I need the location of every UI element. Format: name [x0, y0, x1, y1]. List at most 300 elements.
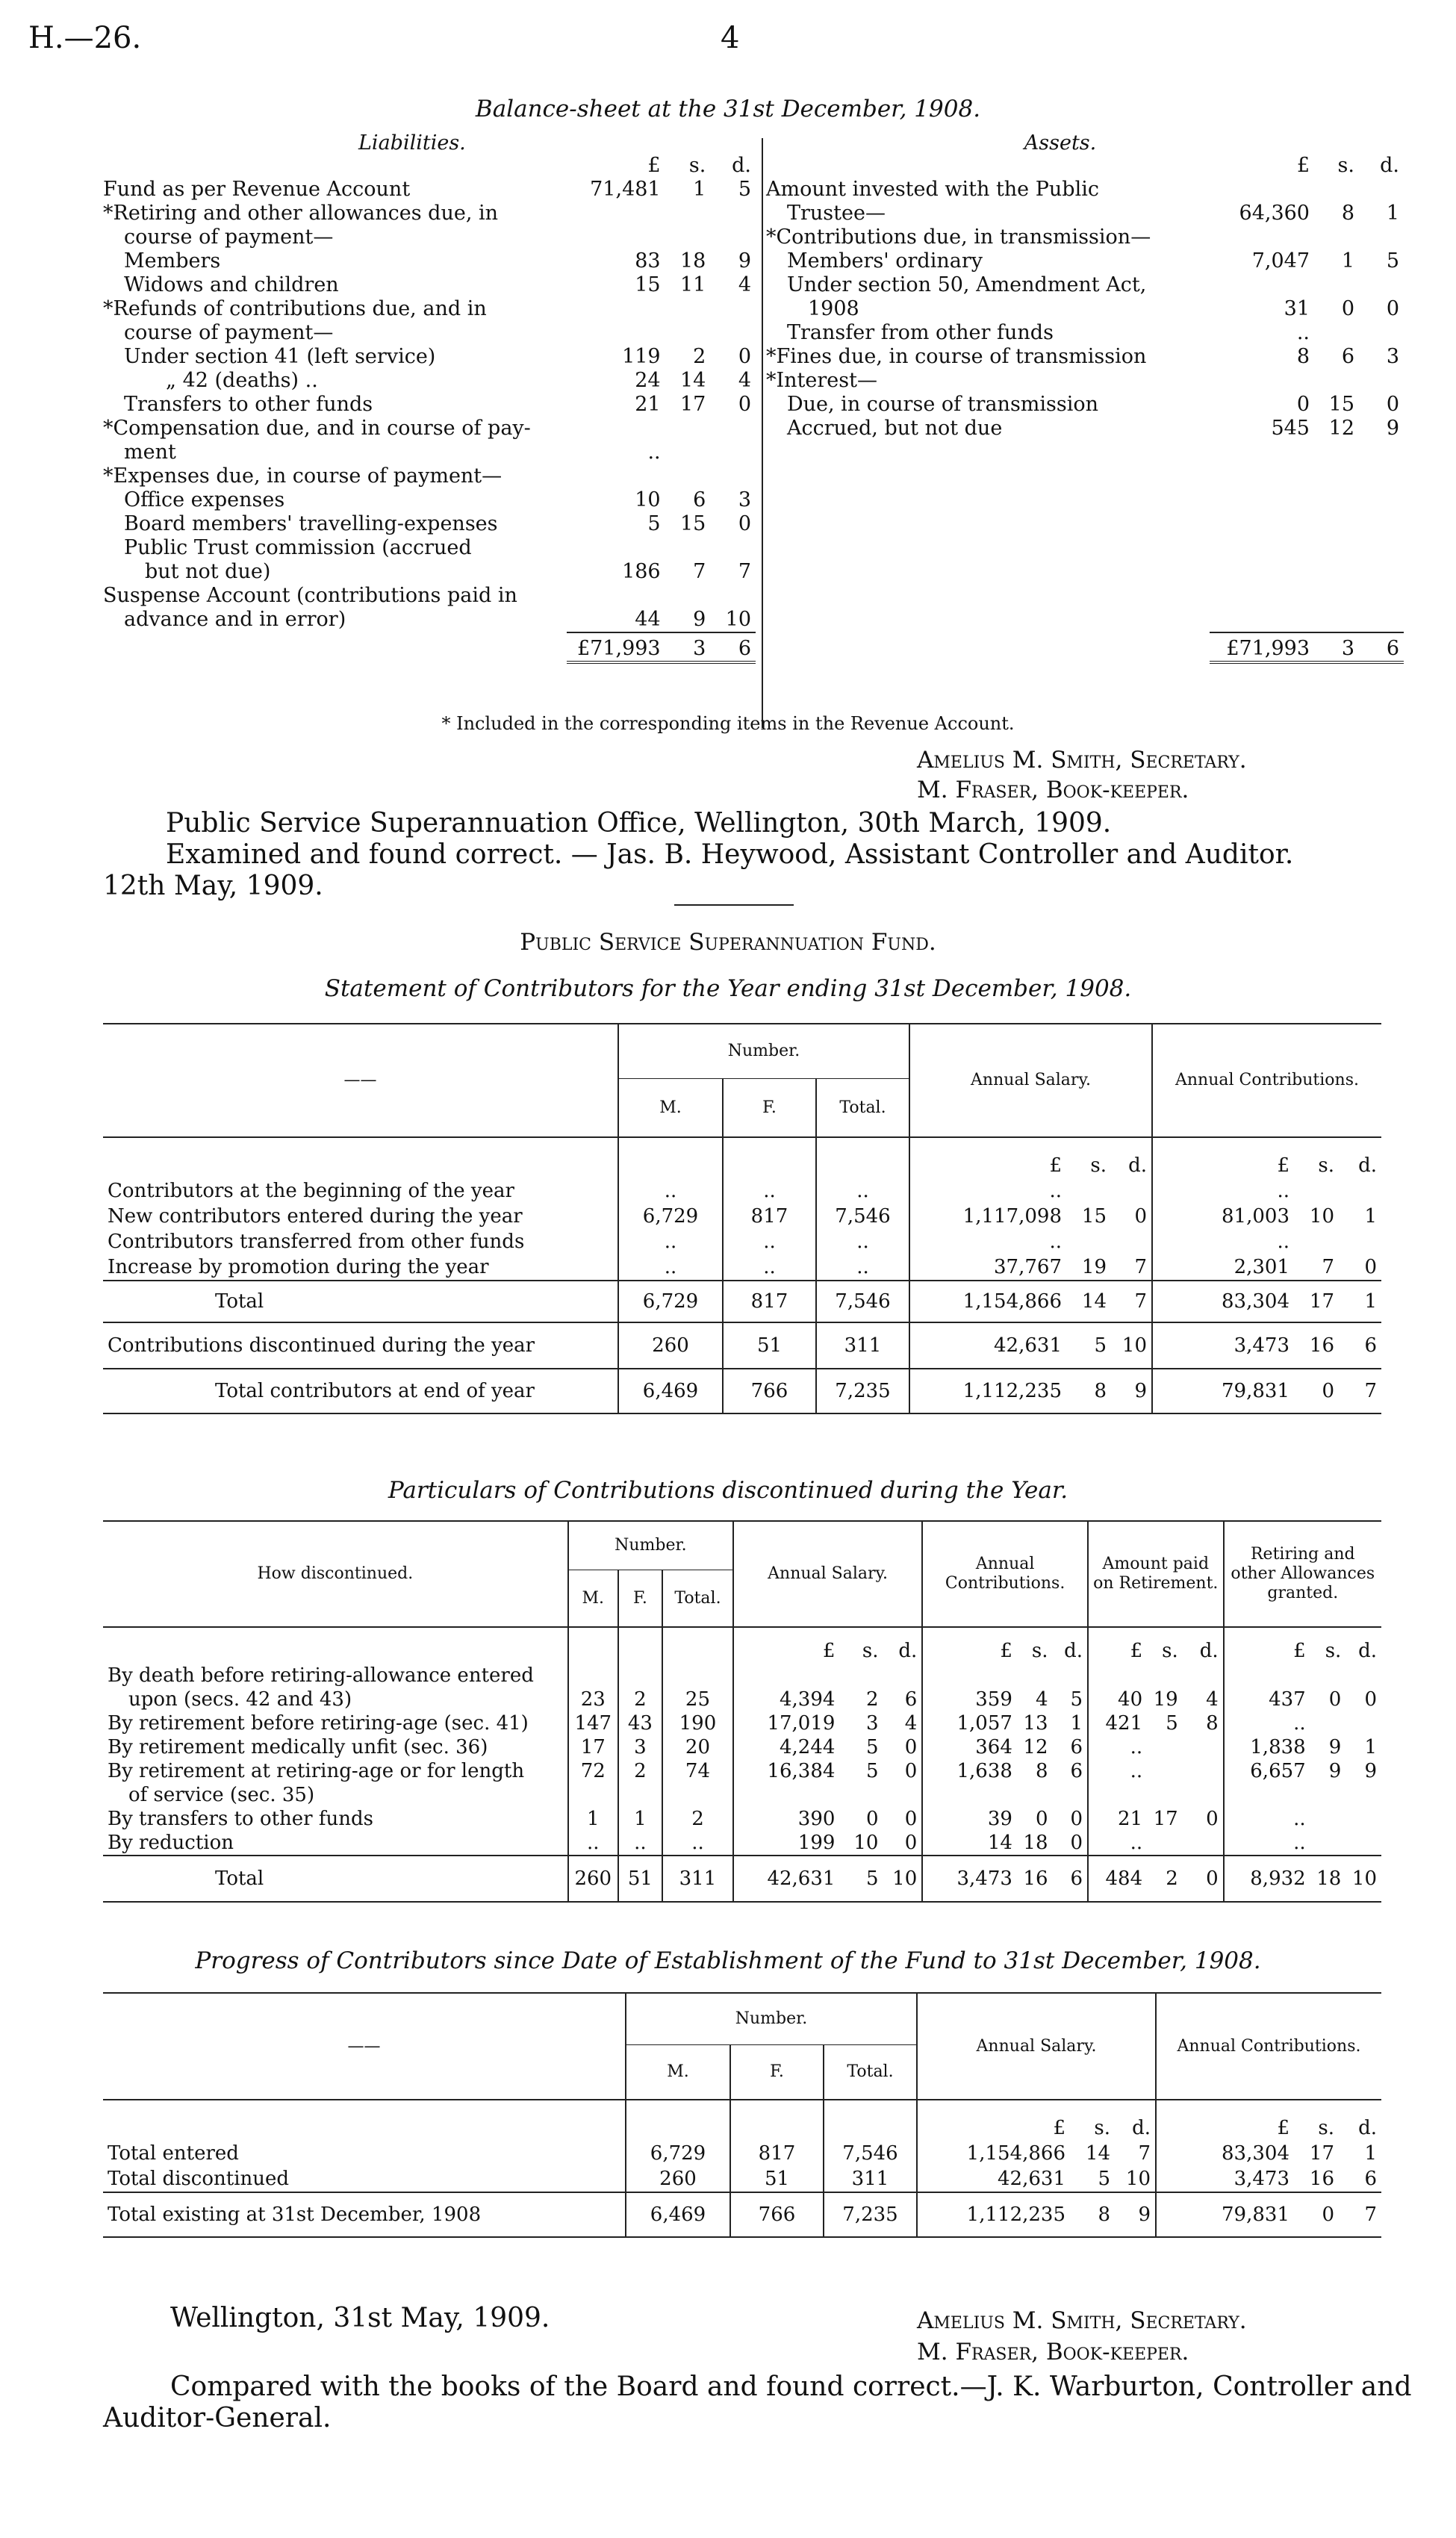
assets-table: [762, 154, 1404, 664]
statement-end-cd: 7: [1339, 1369, 1381, 1413]
liabilities-row-pence: [710, 441, 756, 464]
liabilities-unit-blank: [99, 154, 567, 178]
liabilities-row-label: Widows and children: [124, 273, 339, 296]
particulars-row-ad: [1345, 1831, 1381, 1856]
compared-line-2: Auditor-General.: [103, 2403, 332, 2433]
particulars-unit-pounds: £: [1224, 1627, 1310, 1664]
particulars-row-cs: 8: [1035, 1760, 1048, 1782]
statement-total-con: 83,304: [1152, 1281, 1294, 1322]
particulars-total-header: Total.: [662, 1570, 733, 1627]
statement-t: 7,546: [816, 1204, 909, 1229]
particulars-unit-pounds: £: [733, 1627, 839, 1664]
liabilities-total-blank: [99, 632, 567, 662]
statement-unit-shillings: s.: [1318, 1154, 1334, 1177]
page-number: 4: [721, 21, 740, 55]
statement-ss: [1066, 1178, 1111, 1204]
particulars-row-as: [1310, 1783, 1346, 1807]
particulars-row-al: ..: [1224, 1831, 1310, 1856]
particulars-row-sd: 0: [904, 1832, 918, 1854]
particulars-row: [103, 1783, 1381, 1807]
liabilities-row-shillings: [665, 536, 711, 560]
particulars-row-pdd: [1183, 1735, 1224, 1759]
liabilities-row-label: course of payment—: [124, 226, 334, 249]
liabilities-total-row: [99, 632, 756, 662]
progress-f: 51: [730, 2166, 824, 2192]
statement-row: [103, 1178, 1381, 1204]
progress-ss: 5: [1098, 2168, 1110, 2190]
liabilities-row-pounds: 71,481: [590, 178, 661, 201]
particulars-unit-shillings: s.: [1162, 1640, 1178, 1662]
liabilities-row: [99, 393, 756, 417]
assets-row-label: Under section 50, Amendment Act,: [787, 273, 1147, 296]
liabilities-row-shillings: [665, 321, 711, 345]
statement-end-con: 79,831: [1152, 1369, 1294, 1413]
particulars-row-f: ..: [618, 1831, 662, 1856]
assets-row-pence: [1359, 273, 1404, 297]
particulars-row-pdd: 4: [1206, 1688, 1219, 1711]
assets-total-pounds: £71,993: [1210, 632, 1314, 662]
assets-unit-blank: [762, 154, 1210, 178]
statement-unit-row: [103, 1137, 1381, 1178]
liabilities-row-shillings: 9: [693, 608, 706, 631]
progress-sd: 7: [1138, 2142, 1151, 2165]
progress-unit-pounds: £: [1156, 2100, 1294, 2141]
liabilities-row-pence: 5: [738, 178, 751, 201]
liabilities-row-label: *Retiring and other allowances due, in: [103, 202, 499, 225]
liabilities-row-pence: [710, 584, 756, 608]
statement-t: ..: [816, 1178, 909, 1204]
particulars-row-ad: 1: [1364, 1736, 1377, 1758]
particulars-total-row: [103, 1856, 1381, 1902]
assets-row-pounds: [1210, 226, 1314, 249]
assets-row-label: *Contributions due, in transmission—: [766, 226, 1151, 249]
particulars-row-as: [1310, 1711, 1346, 1735]
particulars-row-pdd: [1183, 1783, 1224, 1807]
statement-table: [103, 1023, 1381, 1414]
particulars-row-label: By retirement before retiring-age (sec. 41): [108, 1712, 529, 1735]
assets-row-label: Amount invested with the Public: [766, 178, 1099, 201]
liabilities-row-shillings: [665, 584, 711, 608]
assets-total-row: [762, 632, 1404, 662]
statement-label: Contributors at the beginning of the year: [108, 1180, 514, 1202]
statement-con: ..: [1152, 1229, 1294, 1254]
particulars-row-sd: 0: [904, 1736, 918, 1758]
particulars-contrib-header: Annual Contributions.: [922, 1521, 1088, 1627]
assets-total-pence: 6: [1359, 632, 1404, 662]
particulars-row-con: 364: [922, 1735, 1017, 1759]
assets-row-pounds: 64,360: [1239, 202, 1310, 225]
assets-unit-pence: d.: [1380, 154, 1399, 177]
liabilities-row-pounds: 44: [635, 608, 661, 631]
particulars-row-pdd: [1183, 1831, 1224, 1856]
liabilities-row-pounds: 21: [635, 393, 661, 416]
statement-discontinued-sal: 42,631: [909, 1322, 1066, 1369]
particulars-unit-pence: d.: [1064, 1640, 1083, 1662]
liabilities-row-pounds: [567, 226, 665, 249]
liabilities-row-shillings: [665, 226, 711, 249]
particulars-row-as: [1310, 1807, 1346, 1831]
progress-salary-header: Annual Salary.: [917, 1993, 1156, 2100]
liabilities-row-label: Members: [124, 249, 221, 273]
progress-unit-pence: d.: [1132, 2117, 1151, 2139]
progress-unit-shillings: s.: [1318, 2117, 1334, 2139]
particulars-row-pdd: [1183, 1759, 1224, 1783]
statement-total-f: 817: [723, 1281, 816, 1322]
statement-cs: [1294, 1178, 1339, 1204]
statement-label: New contributors entered during the year: [108, 1205, 523, 1228]
assets-row-shillings: [1314, 178, 1359, 202]
assets-row: [762, 226, 1404, 249]
particulars-row-ss: 5: [865, 1736, 879, 1758]
assets-spacer-row: [762, 488, 1404, 512]
progress-total-row: [103, 2192, 1381, 2237]
statement-salary-header: Annual Salary.: [909, 1024, 1152, 1137]
statement-m: ..: [618, 1178, 723, 1204]
statement-discontinued-cs: 16: [1294, 1322, 1339, 1369]
progress-f: 817: [730, 2141, 824, 2166]
statement-total-cs: 17: [1294, 1281, 1339, 1322]
particulars-row-sal: 4,244: [733, 1735, 839, 1759]
progress-total-sd: 9: [1115, 2192, 1156, 2237]
particulars-total-row-cs: 16: [1017, 1856, 1053, 1902]
closing-secretary: Amelius M. Smith, Secretary.: [917, 2307, 1247, 2334]
liabilities-row-pounds: [567, 202, 665, 226]
particulars-unit-blank: [103, 1627, 568, 1664]
particulars-row-label: By reduction: [108, 1832, 234, 1854]
liabilities-heading: Liabilities.: [358, 131, 466, 155]
liabilities-row-label: Public Trust commission (accrued: [124, 536, 472, 559]
liabilities-row-label: Under section 41 (left service): [124, 345, 436, 368]
progress-total-con: 79,831: [1156, 2192, 1294, 2237]
particulars-row-t: 2: [662, 1807, 733, 1831]
particulars-row-m: 1: [568, 1807, 618, 1831]
particulars-total-row-sal: 42,631: [733, 1856, 839, 1902]
assets-spacer-cell: [762, 560, 1404, 584]
liabilities-row-pence: [710, 536, 756, 560]
statement-contrib-header: Annual Contributions.: [1152, 1024, 1381, 1137]
progress-sal: 1,154,866: [917, 2141, 1070, 2166]
statement-total-label: Total: [103, 1281, 618, 1322]
statement-number-header: Number.: [618, 1024, 909, 1079]
particulars-row-sd: [883, 1783, 922, 1807]
statement-unit-empty: [816, 1137, 909, 1178]
particulars-row-ad: [1345, 1711, 1381, 1735]
liabilities-row-shillings: 15: [679, 512, 706, 535]
liabilities-row-pence: [710, 464, 756, 488]
liabilities-row-pounds: [567, 297, 665, 321]
particulars-total-row-pdd: 0: [1183, 1856, 1224, 1902]
assets-spacer-row: [762, 560, 1404, 584]
particulars-row-ad: [1345, 1783, 1381, 1807]
assets-spacer-row: [762, 512, 1404, 536]
particulars-row-ps: 19: [1153, 1688, 1178, 1711]
statement-total-ss: 14: [1066, 1281, 1111, 1322]
statement-discontinued-sd: 10: [1111, 1322, 1152, 1369]
office-line: Public Service Superannuation Office, Wellington, 30th March, 1909.: [166, 808, 1112, 839]
liabilities-total-pounds: £71,993: [567, 632, 665, 662]
statement-end-cs: 0: [1294, 1369, 1339, 1413]
particulars-row-cd: 5: [1070, 1688, 1083, 1711]
particulars-unit-shillings: s.: [862, 1640, 879, 1662]
particulars-row-pd: [1088, 1783, 1147, 1807]
liabilities-row-shillings: 1: [693, 178, 706, 201]
examined-date: 12th May, 1909.: [103, 871, 323, 901]
particulars-salary-header: Annual Salary.: [733, 1521, 922, 1627]
page-reference: H.—26.: [28, 21, 142, 55]
particulars-row-pd: 421: [1088, 1711, 1147, 1735]
liabilities-row-pence: 10: [725, 608, 751, 631]
particulars-row: [103, 1735, 1381, 1759]
statement-label: Increase by promotion during the year: [108, 1256, 489, 1278]
statement-m: 6,729: [618, 1204, 723, 1229]
assets-row-pounds: ..: [1296, 321, 1310, 344]
liabilities-row: [99, 202, 756, 226]
liabilities-row-pence: [710, 226, 756, 249]
particulars-row-al: ..: [1224, 1711, 1310, 1735]
liabilities-row-label: Transfers to other funds: [124, 393, 373, 416]
progress-row: [103, 2141, 1381, 2166]
assets-row-pence: 0: [1386, 393, 1399, 416]
particulars-total-row-as: 18: [1310, 1856, 1346, 1902]
particulars-row-pdd: 8: [1206, 1712, 1219, 1735]
particulars-row-f: [618, 1783, 662, 1807]
particulars-total-row-ad: 10: [1345, 1856, 1381, 1902]
statement-discontinued-t: 311: [816, 1322, 909, 1369]
assets-row-pounds: 7,047: [1251, 249, 1310, 273]
progress-f-header: F.: [730, 2045, 824, 2100]
particulars-total-row-ss: 5: [839, 1856, 883, 1902]
particulars-total-row-label: Total: [103, 1856, 568, 1902]
particulars-row-cd: [1053, 1783, 1088, 1807]
assets-row-pence: 3: [1386, 345, 1399, 368]
liabilities-row-pounds: 186: [622, 560, 661, 583]
particulars-total-row-al: 8,932: [1224, 1856, 1310, 1902]
compared-line: Compared with the books of the Board and found correct.—J. K. Warburton, Controller and: [170, 2371, 1412, 2402]
assets-row-shillings: [1314, 369, 1359, 393]
particulars-row-ss: 3: [865, 1712, 879, 1735]
assets-row: [762, 273, 1404, 297]
liabilities-row: [99, 369, 756, 393]
liabilities-unit-pence: d.: [732, 154, 751, 177]
statement-end-sd: 9: [1111, 1369, 1152, 1413]
statement-label: Contributors transferred from other funds: [108, 1231, 525, 1253]
assets-row: [762, 417, 1404, 441]
particulars-row-t: [662, 1783, 733, 1807]
statement-total-sal: 1,154,866: [909, 1281, 1066, 1322]
particulars-row-al: ..: [1224, 1807, 1310, 1831]
progress-title: Progress of Contributors since Date of Establishment of the Fund to 31st December, 1908.: [195, 1947, 1261, 1974]
liabilities-row: [99, 512, 756, 536]
liabilities-row-label: *Compensation due, and in course of pay-: [103, 417, 531, 440]
assets-row-shillings: 12: [1328, 417, 1354, 440]
assets-spacer-row: [762, 584, 1404, 608]
liabilities-row-label: Office expenses: [124, 488, 285, 511]
progress-blank-header: ——: [103, 1993, 626, 2100]
particulars-row-label: upon (secs. 42 and 43): [128, 1688, 352, 1711]
progress-m: 6,729: [626, 2141, 730, 2166]
statement-discontinued-ss: 5: [1066, 1322, 1111, 1369]
section-divider: [674, 904, 794, 906]
liabilities-row-shillings: 7: [693, 560, 706, 583]
statement-con: 81,003: [1152, 1204, 1294, 1229]
progress-m-header: M.: [626, 2045, 730, 2100]
particulars-row-pd: 40: [1088, 1688, 1147, 1711]
liabilities-row: [99, 417, 756, 441]
particulars-row-as: 9: [1328, 1760, 1342, 1782]
statement-con: ..: [1152, 1178, 1294, 1204]
particulars-row-ad: 0: [1364, 1688, 1377, 1711]
particulars-row-sal: 390: [733, 1807, 839, 1831]
particulars-row-pd: ..: [1088, 1831, 1147, 1856]
statement-f-header: F.: [723, 1079, 816, 1137]
particulars-table: [103, 1520, 1381, 1903]
examined-line: Examined and found correct. — Jas. B. Heywood, Assistant Controller and Auditor.: [166, 839, 1294, 870]
assets-row-pence: 1: [1386, 202, 1399, 225]
liabilities-row: [99, 178, 756, 202]
assets-row-pence: [1359, 321, 1404, 345]
particulars-unit-pence: d.: [1358, 1640, 1377, 1662]
liabilities-row-pounds: [567, 417, 665, 441]
assets-unit-pounds: £: [1296, 154, 1310, 177]
progress-contrib-header: Annual Contributions.: [1156, 1993, 1381, 2100]
closing-bookkeeper: M. Fraser, Book-keeper.: [917, 2339, 1189, 2366]
particulars-how-header: How discontinued.: [103, 1521, 568, 1627]
assets-row-label: Transfer from other funds: [787, 321, 1054, 344]
liabilities-row-pounds: 5: [647, 512, 661, 535]
progress-ss: 14: [1085, 2142, 1110, 2165]
particulars-row: [103, 1711, 1381, 1735]
statement-sd: 7: [1134, 1256, 1147, 1278]
assets-spacer-row: [762, 608, 1404, 632]
statement-ss: [1066, 1229, 1111, 1254]
assets-row-shillings: [1314, 273, 1359, 297]
assets-row-pounds: [1210, 369, 1314, 393]
particulars-row-con: 1,057: [922, 1711, 1017, 1735]
statement-m: ..: [618, 1254, 723, 1281]
progress-unit-empty: [824, 2100, 917, 2141]
progress-unit-row: [103, 2100, 1381, 2141]
liabilities-row: [99, 584, 756, 608]
liabilities-row: [99, 345, 756, 369]
balance-sheet-footnote: * Included in the corresponding items in the Revenue Account.: [441, 713, 1015, 734]
particulars-row-al: 437: [1224, 1688, 1310, 1711]
assets-row-label: Due, in course of transmission: [787, 393, 1099, 416]
liabilities-row-pence: [710, 297, 756, 321]
assets-row-label: 1908: [808, 297, 859, 320]
assets-row-pence: [1359, 369, 1404, 393]
liabilities-row-pence: 9: [738, 249, 751, 273]
particulars-row-cd: 6: [1070, 1760, 1083, 1782]
particulars-row-cs: 13: [1023, 1712, 1048, 1735]
particulars-row-t: 25: [662, 1688, 733, 1711]
liabilities-row-pounds: 83: [635, 249, 661, 273]
assets-spacer-row: [762, 464, 1404, 488]
assets-spacer-cell: [762, 584, 1404, 608]
statement-cd: [1339, 1229, 1381, 1254]
liabilities-row: [99, 273, 756, 297]
particulars-unit-pounds: £: [1088, 1627, 1147, 1664]
statement-total-sd: 7: [1111, 1281, 1152, 1322]
assets-row-pounds: 0: [1296, 393, 1310, 416]
particulars-unit-row: [103, 1627, 1381, 1664]
assets-total-blank: [762, 632, 1210, 662]
assets-row-shillings: 6: [1341, 345, 1354, 368]
particulars-row-sal: 199: [733, 1831, 839, 1856]
progress-unit-pounds: £: [917, 2100, 1070, 2141]
statement-end-m: 6,469: [618, 1369, 723, 1413]
liabilities-row-pounds: [567, 536, 665, 560]
progress-total-cs: 0: [1294, 2192, 1339, 2237]
particulars-row-cs: 12: [1023, 1736, 1048, 1758]
statement-sd: 0: [1134, 1205, 1147, 1228]
assets-spacer-row: [762, 441, 1404, 464]
assets-row: [762, 297, 1404, 321]
progress-total-sal: 1,112,235: [917, 2192, 1070, 2237]
liabilities-row: [99, 464, 756, 488]
progress-sd: 10: [1125, 2168, 1151, 2190]
particulars-row-cd: [1053, 1664, 1088, 1688]
liabilities-row-label: *Expenses due, in course of payment—: [103, 464, 503, 488]
statement-total-m: 6,729: [618, 1281, 723, 1322]
liabilities-row-pounds: 10: [635, 488, 661, 511]
particulars-row-label: By transfers to other funds: [108, 1808, 373, 1830]
particulars-row-sd: [883, 1664, 922, 1688]
liabilities-row-pence: [710, 417, 756, 441]
assets-row-shillings: 8: [1341, 202, 1354, 225]
particulars-number-header: Number.: [568, 1521, 733, 1570]
particulars-total-row-f: 51: [618, 1856, 662, 1902]
liabilities-row-pounds: [567, 584, 665, 608]
particulars-row-sd: 0: [904, 1808, 918, 1830]
liabilities-row-pounds: 119: [622, 345, 661, 368]
particulars-row-pd: ..: [1088, 1759, 1147, 1783]
liabilities-row: [99, 297, 756, 321]
statement-discontinued-con: 3,473: [1152, 1322, 1294, 1369]
particulars-row-con: 39: [922, 1807, 1017, 1831]
statement-discontinued-m: 260: [618, 1322, 723, 1369]
statement-end-row: [103, 1369, 1381, 1413]
assets-spacer-cell: [762, 512, 1404, 536]
statement-title: Statement of Contributors for the Year ending 31st December, 1908.: [324, 975, 1132, 1002]
assets-spacer-cell: [762, 536, 1404, 560]
statement-f: ..: [723, 1229, 816, 1254]
particulars-row-label: By retirement medically unfit (sec. 36): [108, 1736, 488, 1758]
liabilities-row-shillings: [665, 417, 711, 441]
particulars-unit-empty: [662, 1627, 733, 1664]
particulars-row-sal: [733, 1783, 839, 1807]
progress-unit-blank: [103, 2100, 626, 2141]
liabilities-table: [99, 154, 756, 664]
statement-end-f: 766: [723, 1369, 816, 1413]
particulars-unit-shillings: s.: [1031, 1640, 1048, 1662]
progress-table: [103, 1992, 1381, 2238]
statement-sal: 1,117,098: [909, 1204, 1066, 1229]
liabilities-row-shillings: 11: [679, 273, 706, 296]
liabilities-row-pounds: 24: [635, 369, 661, 392]
progress-label: Total discontinued: [108, 2168, 290, 2190]
liabilities-row-label: Suspense Account (contributions paid in: [103, 584, 517, 607]
statement-total-cd: 1: [1339, 1281, 1381, 1322]
closing-place-date: Wellington, 31st May, 1909.: [170, 2303, 550, 2333]
particulars-row-pd: [1088, 1664, 1147, 1688]
liabilities-row: [99, 226, 756, 249]
statement-t: ..: [816, 1254, 909, 1281]
fund-title: Public Service Superannuation Fund.: [520, 929, 936, 956]
particulars-row-sal: 4,394: [733, 1688, 839, 1711]
assets-row-label: Accrued, but not due: [787, 417, 1003, 440]
liabilities-row: [99, 441, 756, 464]
particulars-row-cs: [1017, 1664, 1053, 1688]
